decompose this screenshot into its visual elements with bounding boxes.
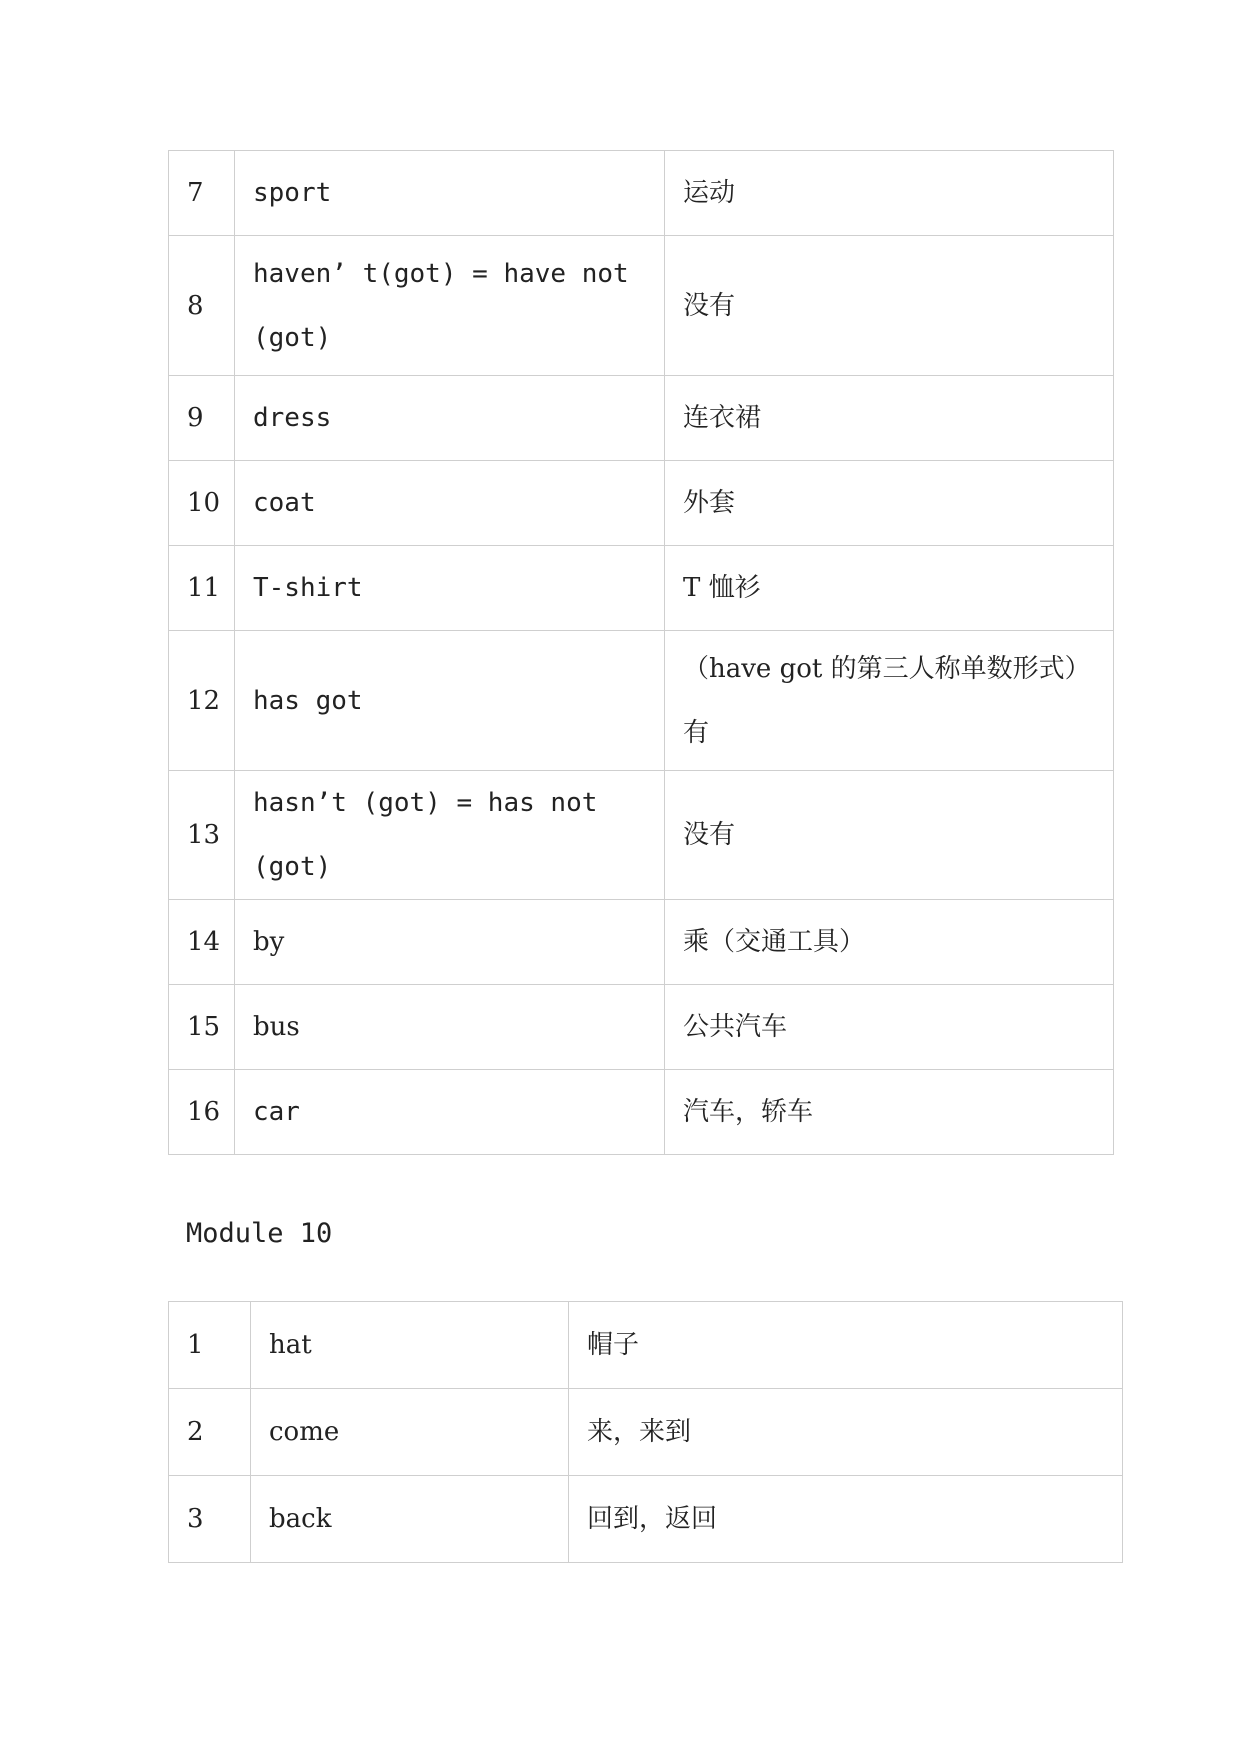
chinese-meaning: 没有 — [665, 771, 1114, 900]
english-word: come — [251, 1389, 569, 1476]
english-word: coat — [235, 461, 665, 546]
table-row — [169, 631, 1114, 771]
table-row — [169, 376, 1114, 461]
row-number: 7 — [169, 151, 235, 236]
chinese-meaning: T 恤衫 — [665, 546, 1114, 631]
english-word: bus — [235, 985, 665, 1070]
row-number: 8 — [169, 236, 235, 376]
table-row — [169, 1476, 1123, 1563]
chinese-meaning: 回到，返回 — [569, 1476, 1123, 1563]
english-word: has got — [235, 631, 665, 771]
table-row — [169, 461, 1114, 546]
chinese-meaning: 没有 — [665, 236, 1114, 376]
chinese-meaning: 运动 — [665, 151, 1114, 236]
row-number: 14 — [169, 900, 235, 985]
english-word: hasn’t (got) = has not (got) — [235, 771, 665, 900]
table-row — [169, 236, 1114, 376]
row-number: 3 — [169, 1476, 251, 1563]
chinese-meaning: 公共汽车 — [665, 985, 1114, 1070]
row-number: 9 — [169, 376, 235, 461]
english-word: back — [251, 1476, 569, 1563]
table-row — [169, 771, 1114, 900]
english-word: by — [235, 900, 665, 985]
row-number: 16 — [169, 1070, 235, 1155]
row-number: 15 — [169, 985, 235, 1070]
table-row — [169, 985, 1114, 1070]
english-word: car — [235, 1070, 665, 1155]
chinese-meaning: 帽子 — [569, 1302, 1123, 1389]
row-number: 13 — [169, 771, 235, 900]
table-row — [169, 900, 1114, 985]
chinese-meaning: （have got 的第三人称单数形式）有 — [665, 631, 1114, 771]
chinese-meaning: 乘（交通工具） — [665, 900, 1114, 985]
english-word: hat — [251, 1302, 569, 1389]
vocab-table-2 — [168, 1301, 1123, 1563]
row-number: 1 — [169, 1302, 251, 1389]
table-row — [169, 151, 1114, 236]
row-number: 12 — [169, 631, 235, 771]
english-word: dress — [235, 376, 665, 461]
row-number: 2 — [169, 1389, 251, 1476]
chinese-meaning: 来，来到 — [569, 1389, 1123, 1476]
chinese-meaning: 连衣裙 — [665, 376, 1114, 461]
table-row — [169, 546, 1114, 631]
row-number: 11 — [169, 546, 235, 631]
english-word: T-shirt — [235, 546, 665, 631]
chinese-meaning: 汽车，轿车 — [665, 1070, 1114, 1155]
table-row — [169, 1389, 1123, 1476]
module-heading: Module 10 — [186, 1218, 333, 1249]
row-number: 10 — [169, 461, 235, 546]
table-row — [169, 1302, 1123, 1389]
english-word: haven’ t(got) = have not (got) — [235, 236, 665, 376]
english-word: sport — [235, 151, 665, 236]
vocab-table-1 — [168, 150, 1114, 1155]
table-row — [169, 1070, 1114, 1155]
chinese-meaning: 外套 — [665, 461, 1114, 546]
